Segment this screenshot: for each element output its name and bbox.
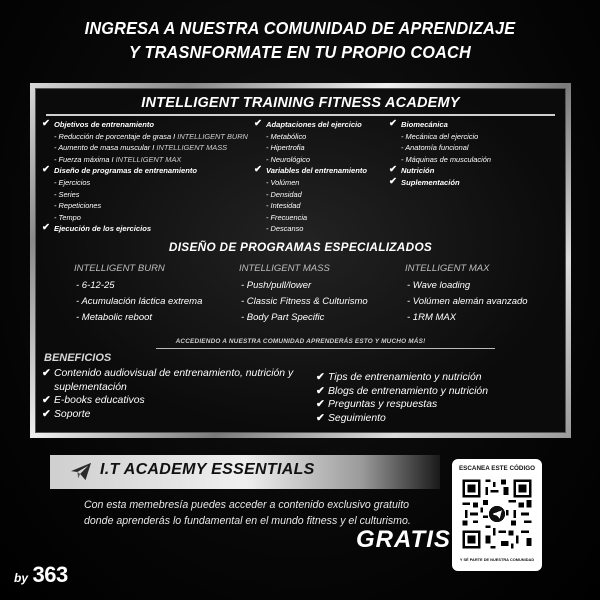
curriculum-subitem: - Hipertrofia: [266, 143, 305, 153]
program-max: [405, 261, 528, 326]
curriculum-item: ✔ Objetivos de entrenamiento: [42, 118, 155, 129]
check-icon: ✔: [42, 394, 51, 407]
benefit-item: ✔ Contenido audiovisual de entrenamiento, nutrición y: [42, 367, 294, 379]
note-divider: [156, 348, 495, 349]
curriculum-subitem: - Metabólico: [266, 131, 307, 141]
paper-plane-icon: [70, 462, 92, 482]
check-icon: ✔: [42, 164, 50, 176]
check-icon: ✔: [42, 407, 51, 420]
program-item: - Acumulación láctica extrema: [76, 296, 203, 307]
check-icon: ✔: [42, 367, 51, 379]
curriculum-subitem: - Aumento de masa muscular I INTELLIGENT MASS: [54, 143, 228, 153]
curriculum-subitem: - Mecánica del ejercicio: [401, 131, 479, 141]
curriculum-subitem: - Repeticiones: [54, 201, 102, 211]
qr-card[interactable]: [452, 459, 542, 571]
program-name: INTELLIGENT MAX: [405, 263, 490, 274]
curriculum-item: ✔ Biomecánica: [389, 118, 448, 129]
program-mass: [239, 261, 368, 326]
check-icon: ✔: [389, 164, 397, 176]
brand-by: by: [14, 571, 29, 585]
program-item: - Wave loading: [407, 280, 471, 291]
curriculum-column-2: [254, 119, 394, 235]
benefits-title: BENEFICIOS: [44, 352, 112, 364]
curriculum-subitem: - Neurológico: [266, 154, 310, 164]
curriculum-item: ✔ Variables del entrenamiento: [254, 164, 368, 176]
curriculum-item: ✔ Ejecución de los ejercicios: [42, 222, 152, 234]
brand-number: 363: [32, 562, 68, 587]
essentials-description: Con esta memebresía puedes acceder a contenido exclusivo gratuito donde aprenderás lo fundamental en el mundo fitness y el culturismo.: [84, 499, 411, 527]
academy-panel: [35, 88, 566, 433]
title-divider: [46, 114, 555, 116]
curriculum-subitem: - Volúmen: [266, 177, 300, 187]
curriculum-subitem: - Ejercicios: [54, 177, 91, 187]
benefit-item: ✔ E-books educativos: [42, 394, 145, 407]
benefits-right: [316, 371, 556, 425]
brand-logo: [14, 562, 68, 588]
curriculum-subitem: - Intesidad: [266, 201, 301, 211]
benefit-item: ✔ Blogs de entrenamiento y nutrición: [316, 384, 488, 397]
program-item: - Classic Fitness & Culturismo: [241, 296, 368, 307]
essentials-title: I.T ACADEMY ESSENTIALS: [100, 461, 315, 478]
curriculum-item: ✔ Diseño de programas de entrenamiento: [42, 164, 198, 176]
benefit-item: ✔ Preguntas y respuestas: [316, 398, 438, 411]
qr-code[interactable]: [460, 477, 534, 551]
check-icon: ✔: [316, 398, 325, 411]
curriculum-column-3: [389, 119, 559, 189]
program-name: INTELLIGENT MASS: [239, 263, 330, 274]
program-item: - Metabolic reboot: [76, 312, 153, 323]
check-icon: ✔: [316, 411, 325, 424]
check-icon: ✔: [254, 118, 262, 129]
panel-title: INTELLIGENT TRAINING FITNESS ACADEMY: [141, 95, 460, 111]
qr-footer: Y SÉ PARTE DE NUESTRA COMUNIDAD: [459, 557, 535, 562]
curriculum-subitem: - Densidad: [266, 189, 302, 199]
program-item: - 1RM MAX: [407, 312, 457, 323]
check-icon: ✔: [389, 118, 397, 129]
programs-title: DISEÑO DE PROGRAMAS ESPECIALIZADOS: [168, 240, 433, 254]
curriculum-subitem: - Máquinas de musculación: [401, 154, 491, 164]
curriculum-item: ✔ Adaptaciones del ejercicio: [254, 118, 362, 129]
benefit-item: ✔ Tips de entrenamiento y nutrición: [316, 371, 482, 383]
program-item: - Body Part Specific: [241, 312, 325, 323]
curriculum-subitem: - Frecuencia: [266, 212, 308, 222]
curriculum-subitem: - Descanso: [266, 224, 304, 234]
check-icon: ✔: [316, 384, 325, 397]
benefit-item: ✔ Soporte: [42, 407, 91, 420]
headline-line-1: INGRESA A NUESTRA COMUNIDAD DE APRENDIZAJE: [84, 18, 516, 38]
price-label: GRATIS: [356, 526, 451, 553]
curriculum-item: ✔ Nutrición: [389, 164, 435, 176]
program-item: - 6-12-25: [76, 280, 115, 291]
community-note: ACCEDIENDO A NUESTRA COMUNIDAD APRENDERÁS ESTO Y MUCHO MÁS!: [175, 338, 426, 345]
benefits-left: [42, 367, 312, 421]
curriculum-subitem: - Fuerza máxima I INTELLIGENT MAX: [54, 154, 182, 164]
curriculum-subitem: - Series: [54, 189, 80, 199]
curriculum-subitem: - Reducción de porcentaje de grasa I INTELLIGENT BURN: [54, 131, 248, 141]
curriculum-subitem: - Anatomía funcional: [401, 143, 469, 153]
check-icon: ✔: [42, 118, 50, 129]
curriculum-column-1: [42, 119, 252, 235]
qr-header: ESCANEA ESTE CÓDIGO: [458, 465, 536, 472]
check-icon: ✔: [254, 164, 262, 176]
check-icon: ✔: [42, 222, 50, 234]
program-name: INTELLIGENT BURN: [74, 263, 165, 274]
check-icon: ✔: [316, 371, 325, 383]
benefit-item: ✔ Seguimiento: [316, 411, 386, 424]
academy-frame: [30, 83, 571, 438]
program-item: - Push/pull/lower: [241, 280, 312, 291]
program-item: - Volúmen alemán avanzado: [407, 296, 528, 307]
curriculum-subitem: - Tempo: [54, 212, 81, 222]
check-icon: ✔: [389, 175, 397, 187]
curriculum-item: ✔ Suplementación: [389, 175, 460, 187]
headline-line-2: Y TRASNFORMATE EN TU PROPIO COACH: [129, 42, 471, 62]
program-burn: [74, 261, 202, 326]
benefit-item-continued: suplementación: [54, 381, 127, 393]
